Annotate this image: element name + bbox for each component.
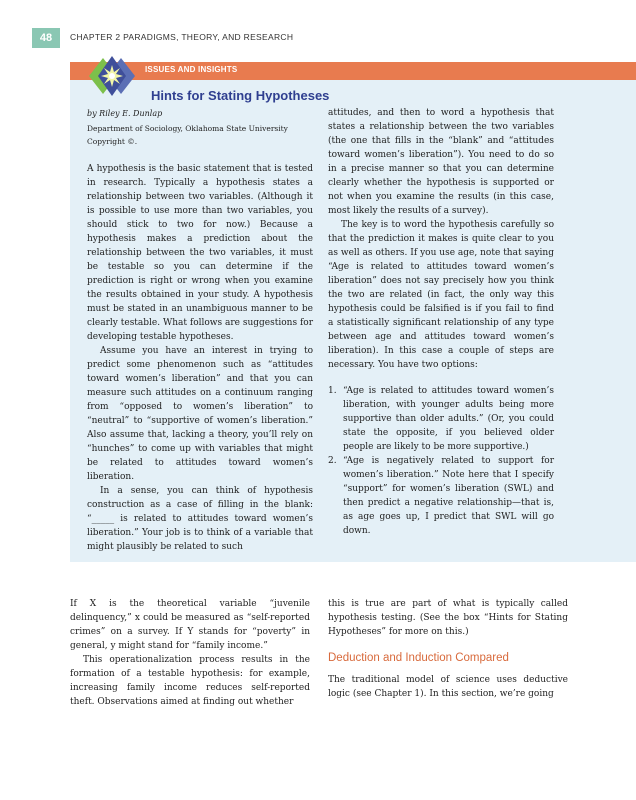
box-paragraph: In a sense, you can think of hypothesis construction as a case of filling in the blank: “_____ is related to attitudes toward women’s liberation.” Your job is to think of a variable that might plausibly be related to such	[87, 486, 313, 552]
body-right-column	[328, 597, 568, 701]
page-number: 48	[32, 28, 60, 48]
box-right-column	[328, 106, 554, 538]
list-item	[328, 454, 554, 538]
box-left-column	[87, 107, 313, 554]
list-item	[328, 384, 554, 454]
copyright: Copyright ©.	[87, 137, 138, 146]
running-head: CHAPTER 2 PARADIGMS, THEORY, AND RESEARCH	[70, 32, 294, 42]
list-number: 2.	[328, 456, 337, 466]
box-paragraph: attitudes, and then to word a hypothesis that states a relationship between the two variables (the one that fills in the “blank” and “attitudes toward women’s liberation”). You need to do so in a precise manner so that you can determine clearly whether the hypothesis is supported or not when you examine the results (in this case, most likely the results of a survey).	[328, 108, 554, 216]
affiliation: Department of Sociology, Oklahoma State University	[87, 124, 288, 133]
body-left-column	[70, 597, 310, 709]
body-paragraph: The traditional model of science uses deductive logic (see Chapter 1). In this section, we’re going	[328, 675, 568, 699]
list-text: “Age is negatively related to support for women’s liberation.” Note here that I specify “support” for women’s liberation (SWL) and then predict a negative relationship—that is, as age goes up, I predict that SWL will go down.	[343, 456, 554, 536]
box-label: ISSUES AND INSIGHTS	[145, 65, 238, 74]
box-paragraph: A hypothesis is the basic statement that is tested in research. Typically a hypothesis states a relationship between two variables. (Although it is possible to use more than two variables, you should stick to two for now.) Because a hypothesis makes a prediction about the relationship between the two variables, it must be testable so you can determine if the prediction is right or wrong when you examine the results obtained in your study. A hypothesis must be stated in an unambiguous manner to be clearly testable. What follows are suggestions for developing testable hypotheses.	[87, 164, 313, 342]
starburst-diamond-icon	[83, 52, 141, 100]
box-paragraph: Assume you have an interest in trying to predict some phenomenon such as “attitudes toward women’s liberation” and that you can measure such attitudes on a continuum ranging from “opposed to women’s liberation” to “neutral” to “supportive of women’s liberation.” Also assume that, lacking a theory, you’ll rely on “hunches” to come up with variables that might be related to attitudes toward women’s liberation.	[87, 346, 313, 482]
body-paragraph: this is true are part of what is typically called hypothesis testing. (See the box “Hints for Stating Hypotheses” for more on this.)	[328, 599, 568, 637]
list-number: 1.	[328, 386, 337, 396]
byline: by Riley E. Dunlap	[87, 109, 163, 118]
box-title: Hints for Stating Hypotheses	[151, 88, 330, 103]
body-paragraph: This operationalization process results in the formation of a testable hypothesis: for example, increasing family income reduces self-reported theft. Observations aimed at finding out whether	[70, 655, 310, 707]
body-paragraph: If X is the theoretical variable “juvenile delinquency,” x could be measured as “self-reported crimes” on a survey. If Y stands for “poverty” in general, y might stand for “family income.”	[70, 599, 310, 651]
list-text: “Age is related to attitudes toward women’s liberation, with younger adults being more supportive than older adults.” (Or, you could state the opposite, if you believed older people are likely to be more supportive.)	[343, 386, 554, 452]
box-paragraph: The key is to word the hypothesis carefully so that the prediction it makes is quite clear to you as well as others. If you use age, note that saying “Age is related to attitudes toward women’s liberation” does not say precisely how you think the two are related (in fact, the only way this hypothesis could be falsified is if you fail to find a statistically significant relationship of any type between age and attitudes toward women’s liberation). In this case a couple of steps are necessary. You have two options:	[328, 220, 554, 370]
section-heading: Deduction and Induction Compared	[328, 652, 509, 664]
